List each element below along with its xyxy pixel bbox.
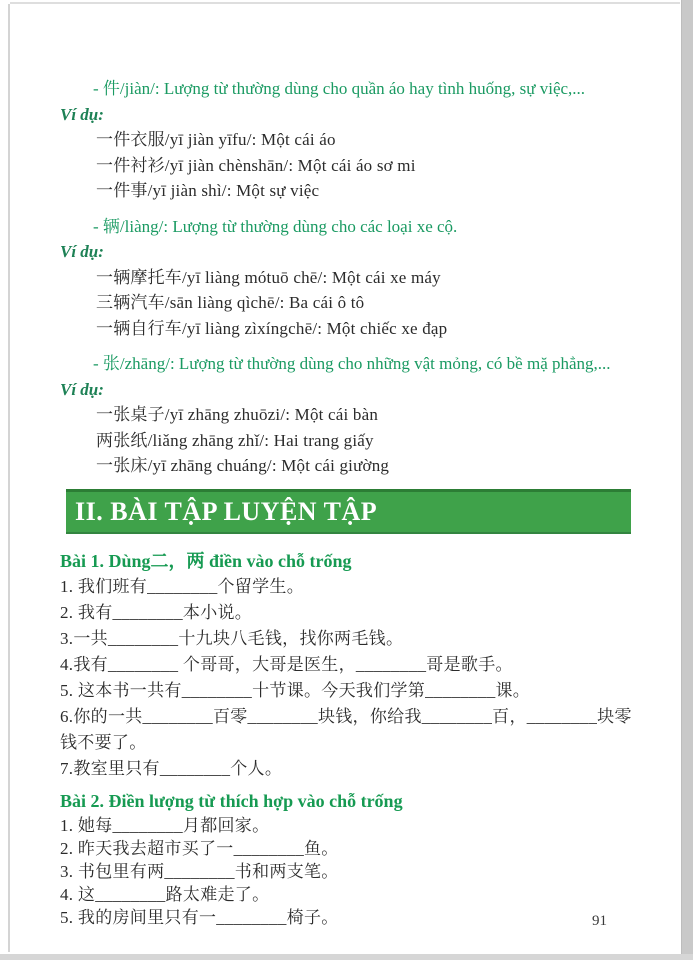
- example-line: 一件事/yī jiàn shì/: Một sự việc: [96, 181, 320, 200]
- page-edge-right: [681, 0, 693, 960]
- example-line: 两张纸/liǎng zhāng zhǐ/: Hai trang giấy: [96, 430, 374, 450]
- exercise-item: 4. 这________路太难走了。: [60, 884, 270, 904]
- section-liang: [60, 214, 635, 342]
- vi-du-label: Ví dụ:: [60, 242, 104, 261]
- exercise-item: 2. 我有________本小说。: [60, 602, 253, 622]
- measure-word-heading: - 件/jiàn/: Lượng từ thường dùng cho quần áo hay tình huống, sự việc,...: [93, 79, 586, 98]
- page-number: 91: [592, 913, 607, 929]
- exercise-item: 3. 书包里有两________书和两支笔。: [60, 861, 339, 881]
- measure-word-heading: - 张/zhāng/: Lượng từ thường dùng cho những vật mỏng, có bề mặ phẳng,...: [93, 354, 611, 373]
- banner-title: II. BÀI TẬP LUYỆN TẬP: [75, 496, 378, 526]
- exercise-item: 6.你的一共________百零________块钱，你给我________百，________块零钱不要了。: [60, 706, 632, 752]
- exercise-item: 1. 她每________月都回家。: [60, 815, 270, 835]
- exercise-bai-1: [60, 548, 635, 782]
- page-edge-top: [10, 2, 680, 4]
- exercise-item: 5. 我的房间里只有一________椅子。: [60, 907, 339, 927]
- section-jian: [60, 76, 635, 204]
- page-edge-bottom: [0, 954, 693, 960]
- exercise-item: 5. 这本书一共有________十节课。今天我们学第________课。: [60, 680, 531, 700]
- example-line: 一件衣服/yī jiàn yīfu/: Một cái áo: [96, 130, 336, 149]
- exercise-item: 7.教室里只有________个人。: [60, 758, 283, 778]
- page-edge-left: [8, 4, 10, 952]
- section-banner: [66, 489, 631, 534]
- vi-du-label: Ví dụ:: [60, 104, 104, 124]
- exercise-1-heading: Bài 1. Dùng二，两 điền vào chỗ trống: [60, 550, 352, 571]
- exercise-bai-2: [60, 788, 635, 929]
- example-line: 一张床/yī zhāng chuáng/: Một cái giường: [96, 456, 390, 475]
- example-line: 一辆自行车/yī liàng zìxíngchē/: Một chiếc xe đạp: [96, 318, 448, 338]
- example-line: 三辆汽车/sān liàng qìchē/: Ba cái ô tô: [96, 293, 365, 312]
- example-line: 一张桌子/yī zhāng zhuōzi/: Một cái bàn: [96, 405, 379, 424]
- exercise-item: 4.我有________ 个哥哥，大哥是医生，________哥是歌手。: [60, 654, 513, 674]
- example-line: 一辆摩托车/yī liàng mótuō chē/: Một cái xe máy: [96, 267, 441, 287]
- exercise-item: 1. 我们班有________个留学生。: [60, 576, 304, 596]
- section-zhang: [60, 351, 635, 479]
- exercise-item: 2. 昨天我去超市买了一________鱼。: [60, 838, 339, 858]
- exercise-2-heading: Bài 2. Điền lượng từ thích hợp vào chỗ trống: [60, 790, 403, 811]
- vi-du-label: Ví dụ:: [60, 379, 104, 399]
- example-line: 一件衬衫/yī jiàn chènshān/: Một cái áo sơ mi: [96, 155, 416, 175]
- measure-word-heading: - 辆/liàng/: Lượng từ thường dùng cho các loại xe cộ.: [93, 216, 458, 236]
- exercise-item: 3.一共________十九块八毛钱，找你两毛钱。: [60, 628, 404, 648]
